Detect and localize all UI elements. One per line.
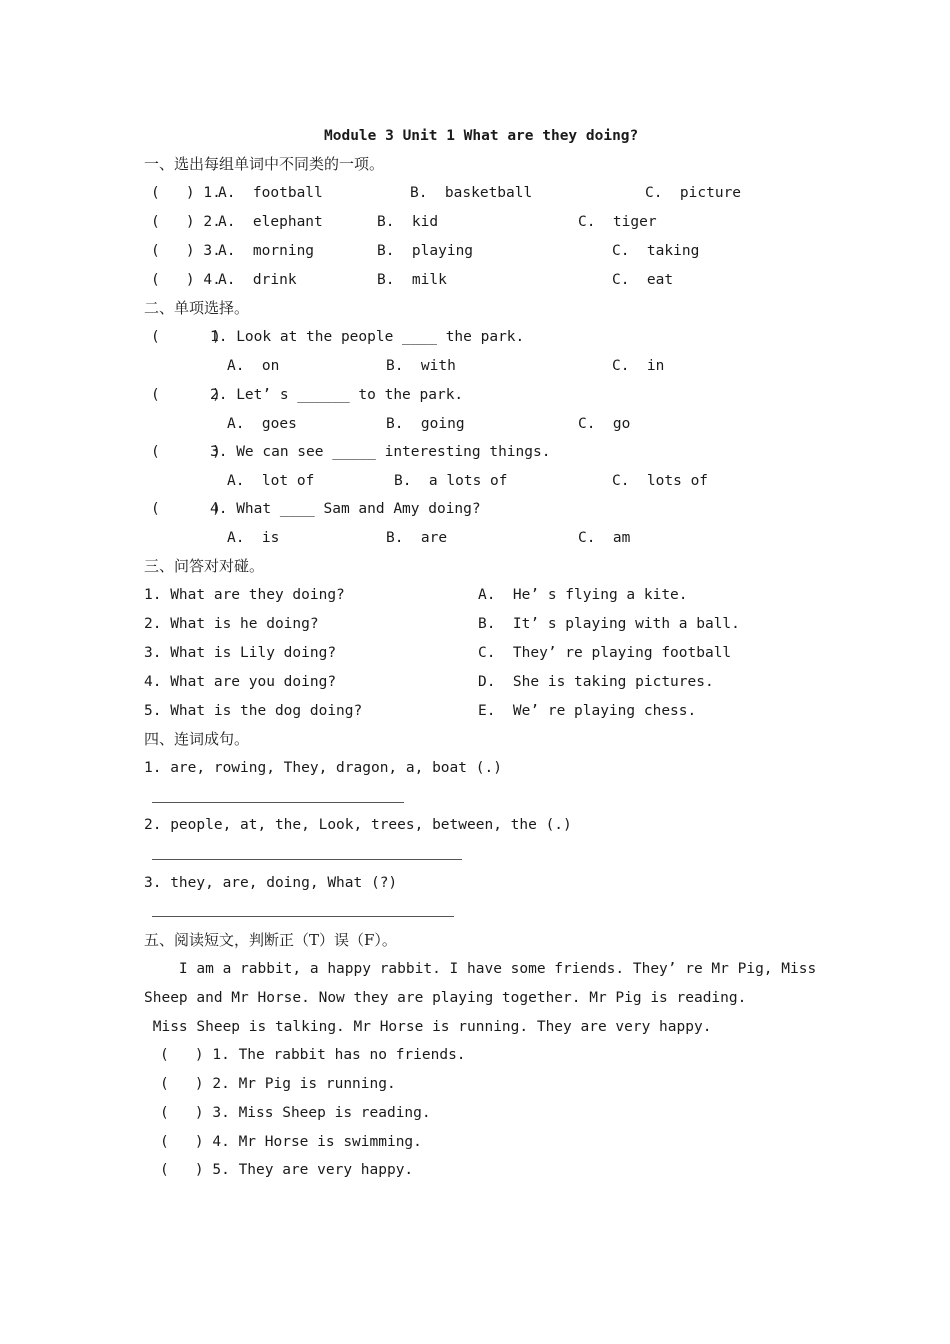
sec2-item-1-option-a: A. on (227, 358, 280, 374)
sec5-item-3: ( ) 3. Miss Sheep is reading. (160, 1105, 431, 1121)
sec1-item-3-option-a: A. morning (218, 243, 315, 259)
section-2-heading: 二、单项选择。 (144, 299, 250, 317)
sec2-item-4-question: 4. What ____ Sam and Amy doing? (210, 501, 481, 517)
sec2-item-3-option-b: B. a lots of (394, 473, 508, 489)
sec1-item-2-option-c: C. tiger (578, 214, 657, 230)
sec1-item-4-option-c: C. eat (612, 272, 674, 288)
sec3-question-1: 1. What are they doing? (144, 587, 345, 603)
sec1-item-1-lead: ( ) 1. (151, 185, 221, 201)
sec2-item-4-option-b: B. are (386, 530, 448, 546)
sec2-item-1-option-b: B. with (386, 358, 456, 374)
passage-line-1: I am a rabbit, a happy rabbit. I have some friends. They’ re Mr Pig, Miss (144, 961, 817, 977)
section-1-heading: 一、选出每组单词中不同类的一项。 (144, 155, 385, 173)
sec2-item-3-option-c: C. lots of (612, 473, 709, 489)
sec2-item-2-option-b: B. going (386, 416, 465, 432)
sec2-item-3-paren: ( ) (151, 444, 221, 460)
sec1-item-2-option-a: A. elephant (218, 214, 323, 230)
sec5-item-2: ( ) 2. Mr Pig is running. (160, 1076, 396, 1092)
sec5-item-4: ( ) 4. Mr Horse is swimming. (160, 1134, 422, 1150)
sec2-item-2-option-a: A. goes (227, 416, 297, 432)
sec3-answer-d: D. She is taking pictures. (478, 674, 714, 690)
sec3-question-2: 2. What is he doing? (144, 616, 319, 632)
sec3-answer-a: A. He’ s flying a kite. (478, 587, 688, 603)
sec2-item-3-question: 3. We can see _____ interesting things. (210, 444, 551, 460)
section-5-heading: 五、阅读短文，判断正（T）误（F）。 (144, 931, 397, 949)
passage-line-2: Sheep and Mr Horse. Now they are playing together. Mr Pig is reading. (144, 990, 747, 1006)
sec1-item-2-lead: ( ) 2. (151, 214, 221, 230)
sec1-item-4-lead: ( ) 4. (151, 272, 221, 288)
sec3-question-5: 5. What is the dog doing? (144, 703, 363, 719)
sec1-item-2-option-b: B. kid (377, 214, 439, 230)
sec4-item-1: 1. are, rowing, They, dragon, a, boat (.) (144, 760, 502, 776)
sec3-question-3: 3. What is Lily doing? (144, 645, 337, 661)
sec5-item-5: ( ) 5. They are very happy. (160, 1162, 414, 1178)
sec3-question-4: 4. What are you doing? (144, 674, 337, 690)
sec2-item-3-option-a: A. lot of (227, 473, 315, 489)
sec3-answer-e: E. We’ re playing chess. (478, 703, 697, 719)
sec2-item-4-option-c: C. am (578, 530, 631, 546)
section-4-heading: 四、连词成句。 (144, 730, 250, 748)
sec1-item-3-option-b: B. playing (377, 243, 474, 259)
section-3-heading: 三、问答对对碰。 (144, 557, 265, 575)
sec2-item-4-paren: ( ) (151, 501, 221, 517)
sec1-item-4-option-a: A. drink (218, 272, 297, 288)
sec5-item-1: ( ) 1. The rabbit has no friends. (160, 1047, 466, 1063)
sec4-item-3: 3. they, are, doing, What (?) (144, 875, 398, 891)
page-title: Module 3 Unit 1 What are they doing? (324, 128, 639, 144)
sec4-item-2: 2. people, at, the, Look, trees, between, the (.) (144, 817, 572, 833)
sec1-item-3-lead: ( ) 3. (151, 243, 221, 259)
sec2-item-2-option-c: C. go (578, 416, 631, 432)
passage-line-3: Miss Sheep is talking. Mr Horse is running. They are very happy. (144, 1019, 712, 1035)
sec1-item-3-option-c: C. taking (612, 243, 700, 259)
sec2-item-1-paren: ( ) (151, 329, 221, 345)
answer-line-1[interactable] (152, 802, 404, 803)
answer-line-3[interactable] (152, 916, 454, 917)
sec1-item-1-option-a: A. football (218, 185, 323, 201)
sec2-item-2-paren: ( ) (151, 387, 221, 403)
sec2-item-4-option-a: A. is (227, 530, 280, 546)
sec1-item-1-option-b: B. basketball (410, 185, 533, 201)
sec1-item-1-option-c: C. picture (645, 185, 742, 201)
sec2-item-1-option-c: C. in (612, 358, 665, 374)
sec3-answer-c: C. They’ re playing football (478, 645, 732, 661)
sec3-answer-b: B. It’ s playing with a ball. (478, 616, 740, 632)
sec2-item-2-question: 2. Let’ s ______ to the park. (210, 387, 464, 403)
sec1-item-4-option-b: B. milk (377, 272, 447, 288)
sec2-item-1-question: 1. Look at the people ____ the park. (210, 329, 525, 345)
answer-line-2[interactable] (152, 859, 462, 860)
